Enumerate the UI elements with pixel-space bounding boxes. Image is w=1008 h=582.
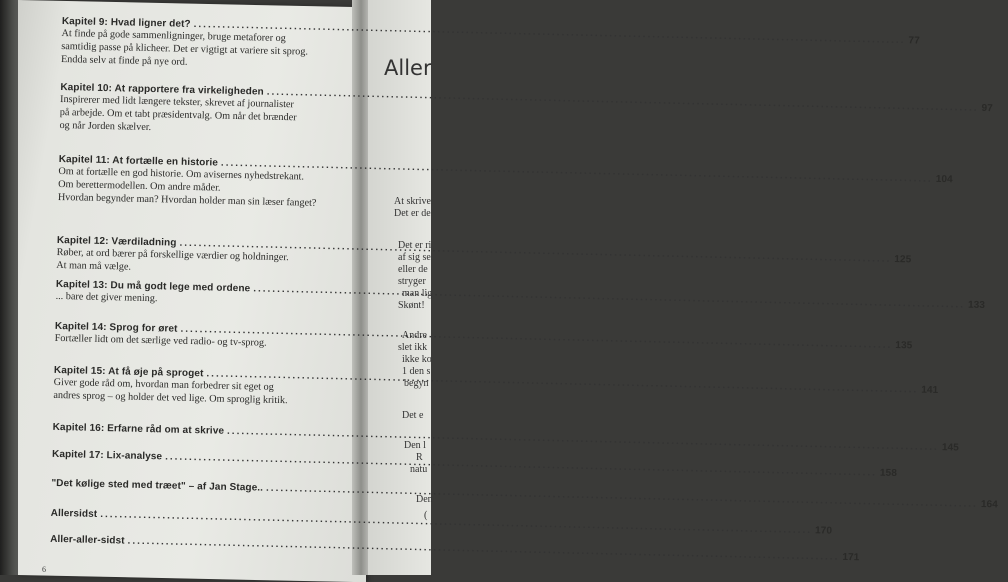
toc-page-number: 135 <box>895 339 913 352</box>
toc-description-line: Endda selv at finde på nye ord. <box>60 54 188 69</box>
toc-page-number: 171 <box>842 551 860 564</box>
right-page-line: Andre <box>402 330 427 341</box>
toc-page-number: 133 <box>967 299 986 312</box>
right-page-line: Den l <box>404 440 426 451</box>
toc-page-number: 141 <box>921 384 939 396</box>
right-page-line: Skønt! <box>398 300 425 311</box>
toc-description-line: og når Jorden skælver. <box>59 120 152 134</box>
toc-page-number: 158 <box>879 467 898 480</box>
right-page-title: Aller <box>384 56 432 80</box>
toc-description-line: Hvordan begynder man? Hvordan holder man sin læser fanget? <box>57 192 317 210</box>
toc-entry <box>59 81 994 139</box>
toc-description-line: Om at fortælle en god historie. Om avisernes nyhedstrekant. <box>58 165 305 183</box>
toc-title: "Det kølige sted med træet" – af Jan Stage.. <box>51 477 264 494</box>
right-page-line: Det er de <box>394 208 431 219</box>
toc-title: Kapitel 10: At rapportere fra virkeligheden <box>60 81 264 98</box>
toc-page-number: 125 <box>894 253 912 266</box>
page-number: 6 <box>42 565 46 574</box>
toc-description-line: ... bare det giver mening. <box>55 290 158 305</box>
right-page-line: At skrive <box>394 196 431 207</box>
right-page-line: R <box>416 452 423 463</box>
toc-title: Kapitel 14: Sprog for øret <box>54 320 178 335</box>
toc-title: Kapitel 16: Erfarne råd om at skrive <box>52 421 225 437</box>
toc-title: Allersidst <box>50 507 98 520</box>
right-page-line: 1 den s <box>402 366 431 377</box>
toc-page-number: 97 <box>981 102 994 115</box>
right-page-line: slet ikk <box>398 342 428 353</box>
right-page-line: ikke ko <box>402 354 432 365</box>
toc-description-line: på arbejde. Om et tabt præsidentvalg. Om når det brænder <box>59 107 297 124</box>
toc-description-line: At man må vælge. <box>56 260 132 273</box>
toc-page-number: 77 <box>908 35 920 47</box>
right-page-line: Det er ri <box>398 240 432 251</box>
toc-description-line: Giver gode råd om, hvordan man forbedrer sit eget og <box>53 376 274 393</box>
toc-title: Kapitel 13: Du må godt lege med ordene <box>55 278 251 295</box>
toc-title: Kapitel 17: Lix-analyse <box>51 448 163 463</box>
right-page-line: ( <box>424 510 428 521</box>
toc-description-line: At finde på gode sammenligninger, bruge metaforer og <box>61 27 286 45</box>
toc-title: Kapitel 11: At fortælle en historie <box>58 153 219 169</box>
toc-description-line: Fortæller lidt om det særlige ved radio- og tv-sprog. <box>54 332 267 349</box>
right-page-line: eller de <box>398 264 428 275</box>
toc-description-line: Røber, at ord bærer på forskellige værdier og holdninger. <box>56 246 289 264</box>
right-page-line: Den <box>416 494 433 505</box>
toc-title: Aller-aller-sidst <box>49 533 125 547</box>
toc-description-line: Om berettermodellen. Om andre måder. <box>58 179 221 194</box>
toc-page-number: 170 <box>814 525 833 537</box>
right-page-line: natu <box>410 464 428 475</box>
toc-description-line: andres sprog – og holder det ved lige. Om sproglig kritik. <box>53 390 288 407</box>
right-page-line: begyn <box>404 378 429 389</box>
toc-title: Kapitel 12: Værdiladning <box>56 234 177 249</box>
right-page-line: af sig se <box>398 252 431 263</box>
right-page-line: stryger <box>398 276 426 287</box>
toc-description-line: Inspirerer med lidt længere tekster, skrevet af journalister <box>59 93 294 111</box>
toc-title: Kapitel 9: Hvad ligner det? <box>61 16 191 30</box>
right-page-line: man lig <box>402 288 433 299</box>
toc-description-line: samtidig passe på klicheer. Det er vigtigt at variere sit sprog. <box>61 41 309 58</box>
toc-page-number: 164 <box>980 498 998 511</box>
toc-title: Kapitel 15: At få øje på sproget <box>53 364 204 380</box>
toc-page-number: 104 <box>935 173 953 186</box>
toc-page-number: 145 <box>941 442 959 454</box>
right-page-line: Det e <box>402 410 424 421</box>
